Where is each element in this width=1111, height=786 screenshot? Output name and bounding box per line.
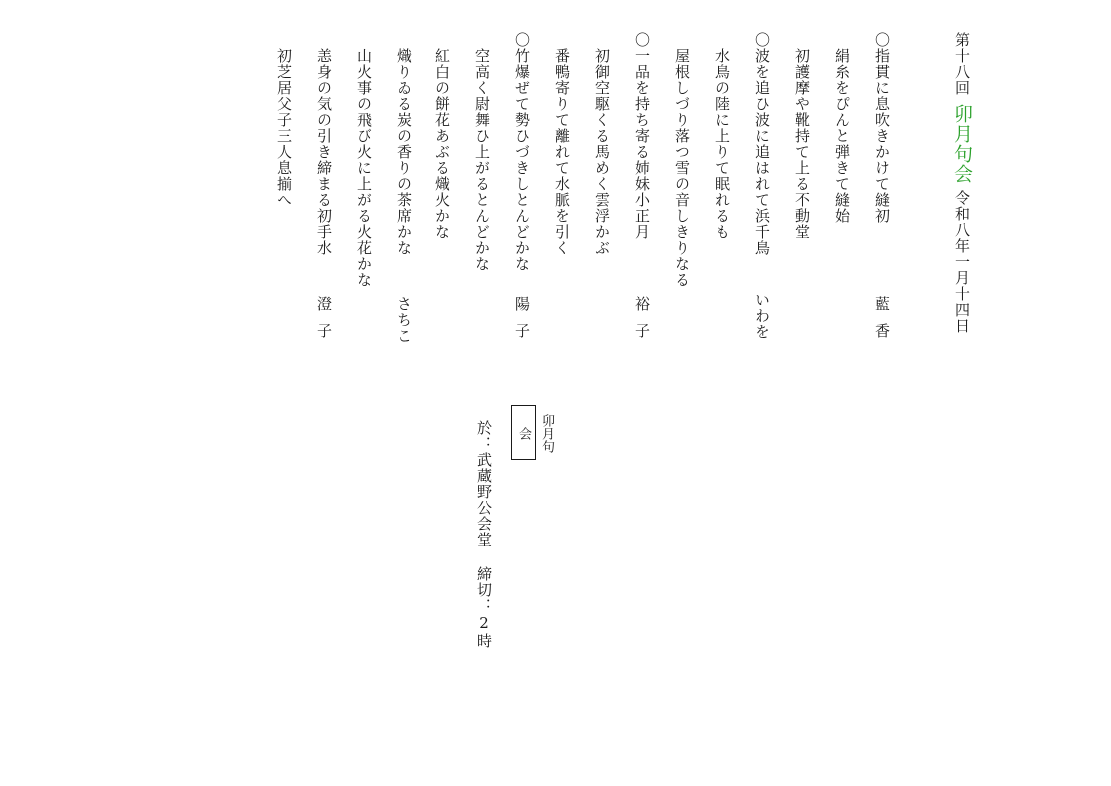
session-date: 令和八年一月十四日: [953, 190, 971, 334]
haiku-line: 初御空駆くる馬めく雲浮かぶ: [593, 48, 611, 256]
stamp-label: 卯月句会: [516, 414, 554, 453]
haiku-line: 番鴨寄りて離れて水脈を引く: [553, 48, 571, 256]
haiku-line: 〇竹爆ぜて勢ひづきしとんどかな: [513, 32, 531, 272]
deadline-text: 締切：2時: [475, 566, 493, 649]
haiku-line: 初芝居父子三人息揃へ: [275, 48, 293, 208]
session-number: 第十八回: [953, 32, 971, 96]
haiku-author: 澄子: [315, 296, 333, 350]
haiku-author: 藍香: [873, 296, 891, 350]
haiku-line: 屋根しづり落つ雪の音しきりなる: [673, 48, 691, 288]
haiku-author: さちこ: [395, 296, 413, 344]
haiku-line: 山火事の飛び火に上がる火花かな: [355, 48, 373, 288]
haiku-line: 〇一品を持ち寄る姉妹小正月: [633, 32, 651, 240]
haiku-line: 空高く尉舞ひ上がるとんどかな: [473, 48, 491, 272]
haiku-line: 〇指貫に息吹きかけて縫初: [873, 32, 891, 224]
haiku-line: 水鳥の陸に上りて眠れるも: [713, 48, 731, 240]
haiku-line: 紅白の餅花あぶる熾火かな: [433, 48, 451, 240]
haiku-author: いわを: [753, 292, 771, 340]
haiku-author: 陽子: [513, 296, 531, 350]
group-stamp: [511, 405, 554, 460]
venue-text: 於：武蔵野公会堂: [475, 420, 493, 548]
haiku-author: 裕子: [633, 296, 651, 350]
haiku-line: 熾りゐる炭の香りの茶席かな: [395, 48, 413, 256]
haiku-line: 初護摩や靴持て上る不動堂: [793, 48, 811, 240]
haiku-line: 〇波を追ひ波に追はれて浜千鳥: [753, 32, 771, 256]
haiku-line: 恙身の気の引き締まる初手水: [315, 48, 333, 256]
page-title: 卯月句会: [951, 104, 973, 184]
haiku-line: 絹糸をぴんと弾きて縫始: [833, 48, 851, 224]
